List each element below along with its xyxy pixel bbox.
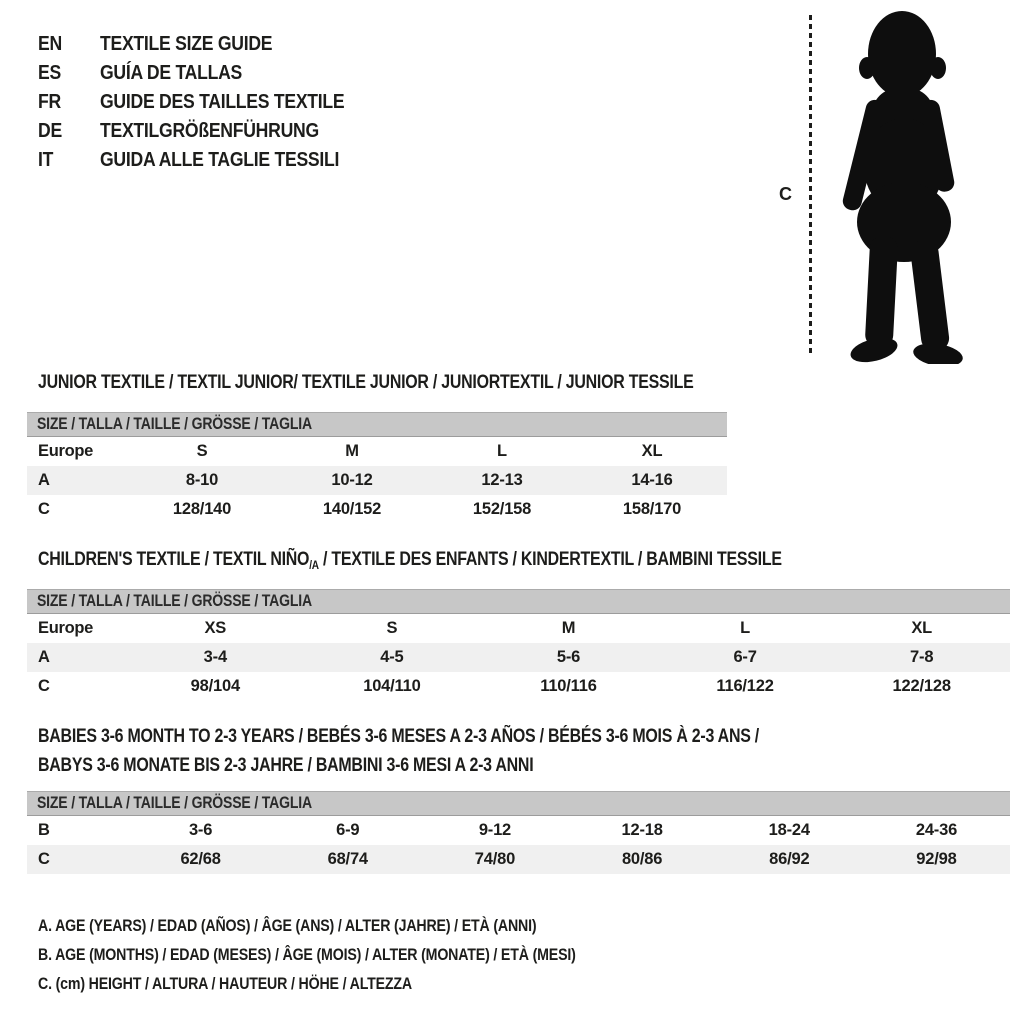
size-cell: 86/92 — [769, 850, 810, 868]
language-code: FR — [38, 91, 61, 113]
section-heading-line — [38, 722, 759, 751]
heading-text: BABYS 3-6 MONATE BIS 2-3 JAHRE / BAMBINI 3-6 MESI A 2-3 ANNI — [38, 755, 534, 776]
size-cell: 74/80 — [474, 850, 516, 868]
table-row-c — [27, 845, 1010, 874]
size-cell: 110/116 — [540, 677, 597, 695]
size-bar — [27, 791, 1010, 816]
size-cell: XL — [911, 619, 933, 637]
row-label: Europe — [38, 619, 94, 637]
size-cell: 8-10 — [185, 471, 219, 489]
language-row-es — [38, 59, 378, 88]
size-cell: 24-36 — [915, 821, 958, 839]
size-cell: 3-4 — [203, 648, 227, 666]
size-cell: L — [740, 619, 751, 637]
language-row-it — [38, 146, 378, 175]
table-row-a — [27, 643, 1010, 672]
heading-text: JUNIOR TEXTILE / TEXTIL JUNIOR/ TEXTILE JUNIOR / JUNIORTEXTIL / JUNIOR TESSILE — [38, 372, 694, 393]
size-bar — [27, 412, 727, 437]
section-heading-line — [38, 368, 693, 397]
size-cell: 12-18 — [621, 821, 663, 839]
table-row-europe — [27, 437, 727, 466]
size-table-babies — [27, 791, 1010, 874]
size-cell: 68/74 — [327, 850, 368, 868]
section-heading-children — [38, 545, 923, 580]
language-row-en — [38, 30, 378, 59]
size-cell: 7-8 — [910, 648, 934, 666]
size-cell: 122/128 — [892, 677, 951, 695]
size-cell: 104/110 — [363, 677, 421, 695]
toddler-silhouette-icon — [820, 4, 980, 364]
language-title: GUÍA DE TALLAS — [100, 62, 242, 84]
size-cell: M — [345, 442, 359, 460]
language-title: GUIDE DES TAILLES TEXTILE — [100, 91, 345, 113]
table-row-b — [27, 816, 1010, 845]
size-cell: 116/122 — [716, 677, 774, 695]
size-table-children — [27, 589, 1010, 701]
size-bar-label: SIZE / TALLA / TAILLE / GRÖSSE / TAGLIA — [37, 794, 312, 812]
heading-text: / TEXTILE DES ENFANTS / KINDERTEXTIL / BAMBINI TESSILE — [318, 549, 782, 570]
size-cell: 152/158 — [472, 500, 532, 518]
language-code: EN — [38, 33, 62, 55]
row-label: B — [38, 821, 50, 839]
size-cell: 5-6 — [556, 648, 581, 666]
size-cell: S — [386, 619, 398, 637]
footnote-c — [38, 970, 663, 999]
language-header — [38, 30, 378, 175]
language-title: TEXTILE SIZE GUIDE — [100, 33, 273, 55]
footnote-text: A. AGE (YEARS) / EDAD (AÑOS) / ÂGE (ANS) / ALTER (JAHRE) / ETÀ (ANNI) — [38, 917, 537, 935]
table-row-europe — [27, 614, 1010, 643]
language-row-fr — [38, 88, 378, 117]
table-row-c — [27, 672, 1010, 701]
size-cell: 4-5 — [380, 648, 404, 666]
language-code: ES — [38, 62, 61, 84]
size-cell: 80/86 — [621, 850, 663, 868]
size-cell: 12-13 — [481, 471, 523, 489]
size-cell: XS — [204, 619, 227, 637]
size-cell: L — [497, 442, 507, 460]
section-heading-junior — [38, 368, 818, 397]
language-row-de — [38, 117, 378, 146]
footnote-a — [38, 912, 663, 941]
size-table-junior — [27, 412, 727, 524]
footnote-text: B. AGE (MONTHS) / EDAD (MESES) / ÂGE (MOIS) / ALTER (MONATE) / ETÀ (MESI) — [38, 946, 576, 964]
language-code: IT — [38, 149, 54, 171]
size-cell: XL — [641, 442, 663, 460]
row-label: Europe — [38, 442, 94, 460]
section-heading-line — [38, 545, 782, 580]
footnote-b — [38, 941, 663, 970]
size-cell: 6-9 — [336, 821, 360, 839]
size-cell: 92/98 — [916, 850, 957, 868]
heading-text: CHILDREN'S TEXTILE / TEXTIL NIÑO — [38, 549, 310, 570]
size-bar-label: SIZE / TALLA / TAILLE / GRÖSSE / TAGLIA — [37, 415, 312, 433]
language-code: DE — [38, 120, 62, 142]
section-heading-babies — [38, 722, 896, 780]
table-row-c — [27, 495, 727, 524]
table-row-a — [27, 466, 727, 495]
size-cell: 3-6 — [188, 821, 213, 839]
size-cell: 18-24 — [768, 821, 810, 839]
size-cell: S — [196, 442, 208, 460]
size-bar-label: SIZE / TALLA / TAILLE / GRÖSSE / TAGLIA — [37, 592, 312, 610]
language-title: GUIDA ALLE TAGLIE TESSILI — [100, 149, 340, 171]
row-label: C — [38, 500, 50, 518]
size-cell: 158/170 — [622, 500, 682, 518]
heading-text: BABIES 3-6 MONTH TO 2-3 YEARS / BEBÉS 3-6 MESES A 2-3 AÑOS / BÉBÉS 3-6 MOIS À 2-3 ANS / — [38, 726, 759, 747]
row-label: C — [38, 677, 50, 695]
size-cell: 9-12 — [478, 821, 512, 839]
size-cell: 10-12 — [331, 471, 373, 489]
section-heading-line — [38, 751, 759, 780]
height-dashed-line-icon — [809, 15, 812, 357]
size-cell: 14-16 — [631, 471, 673, 489]
size-cell: 128/140 — [172, 500, 232, 518]
footnote-text: C. (cm) HEIGHT / ALTURA / HAUTEUR / HÖHE / ALTEZZA — [38, 975, 412, 993]
row-label: A — [38, 471, 50, 489]
row-label: A — [38, 648, 50, 666]
size-cell: 62/68 — [180, 850, 221, 868]
size-bar — [27, 589, 1010, 614]
height-marker-label: C — [779, 184, 792, 204]
row-label: C — [38, 850, 50, 868]
legend-footnotes — [38, 912, 663, 999]
language-title: TEXTILGRÖßENFÜHRUNG — [100, 120, 319, 142]
heading-subscript: /A — [309, 558, 319, 572]
size-cell: 140/152 — [322, 500, 382, 518]
size-cell: M — [561, 619, 576, 637]
size-cell: 98/104 — [190, 677, 240, 695]
size-cell: 6-7 — [733, 648, 757, 666]
